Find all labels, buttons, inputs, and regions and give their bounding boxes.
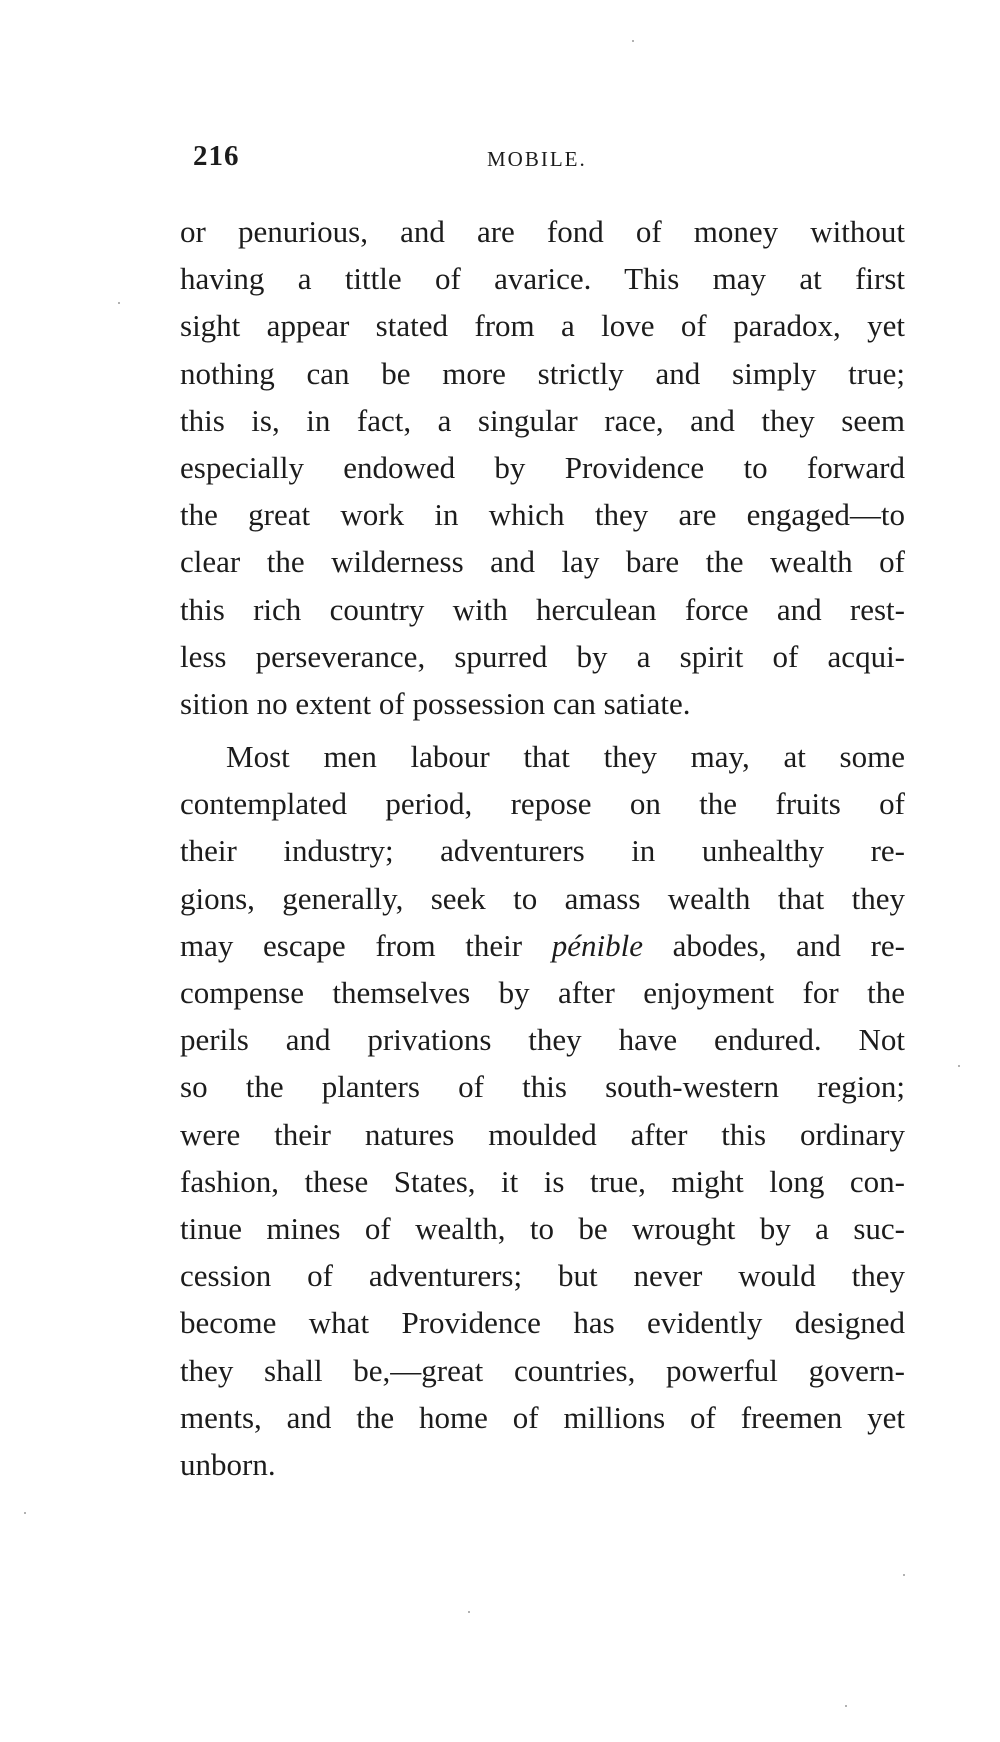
text-line: cession of adventurers; but never would they: [180, 1258, 905, 1294]
text-line: compense themselves by after enjoyment for the: [180, 975, 905, 1010]
text-line: were their natures moulded after this ordinary: [180, 1116, 905, 1152]
text-line: so the planters of this south-western region;: [180, 1069, 905, 1105]
text-line: fashion, these States, it is true, might long con-: [180, 1163, 905, 1199]
text-line: tinue mines of wealth, to be wrought by a suc-: [180, 1210, 905, 1246]
body-text: [180, 208, 905, 1488]
text-line: clear the wilderness and lay bare the wealth of: [180, 544, 905, 580]
paper-speck: [845, 1705, 847, 1707]
text-line: this rich country with herculean force and rest-: [180, 591, 905, 627]
text-line: gions, generally, seek to amass wealth that they: [180, 880, 905, 916]
text-line: unborn.: [180, 1446, 276, 1482]
paragraph-2: [180, 733, 905, 1488]
running-title: MOBILE.: [487, 147, 587, 171]
text-line: this is, in fact, a singular race, and they seem: [180, 402, 905, 438]
paper-speck: [632, 40, 634, 42]
paper-speck: [958, 1065, 960, 1067]
text-line: contemplated period, repose on the fruits of: [180, 786, 905, 822]
italic-word: pénible: [551, 927, 643, 963]
text-line: they shall be,—great countries, powerful govern-: [180, 1352, 905, 1388]
text-line: perils and privations they have endured. Not: [180, 1022, 905, 1058]
paper-speck: [468, 1611, 470, 1613]
text-line: or penurious, and are fond of money without: [180, 214, 905, 249]
paper-speck: [903, 1574, 905, 1576]
text-segment: abodes, and re-: [642, 927, 905, 963]
text-line: especially endowed by Providence to forward: [180, 449, 905, 485]
page-number: 216: [193, 140, 240, 172]
text-line: sition no extent of possession can satiate.: [180, 685, 691, 721]
text-line: Most men labour that they may, at some: [226, 739, 905, 775]
text-line: less perseverance, spurred by a spirit of acqui-: [180, 638, 905, 674]
text-line: having a tittle of avarice. This may at first: [180, 261, 905, 297]
text-line: [180, 922, 905, 969]
paragraph-1: [180, 208, 905, 727]
paper-speck: [118, 302, 120, 304]
text-segment: may escape from their: [180, 927, 552, 963]
text-line: nothing can be more strictly and simply true;: [180, 355, 905, 391]
text-line: the great work in which they are engaged—to: [180, 497, 905, 533]
text-line: ments, and the home of millions of freemen yet: [180, 1399, 905, 1435]
text-line: become what Providence has evidently designed: [180, 1305, 905, 1341]
text-line: sight appear stated from a love of paradox, yet: [180, 308, 905, 344]
paper-speck: [24, 1512, 26, 1514]
text-line: their industry; adventurers in unhealthy re-: [180, 833, 905, 869]
